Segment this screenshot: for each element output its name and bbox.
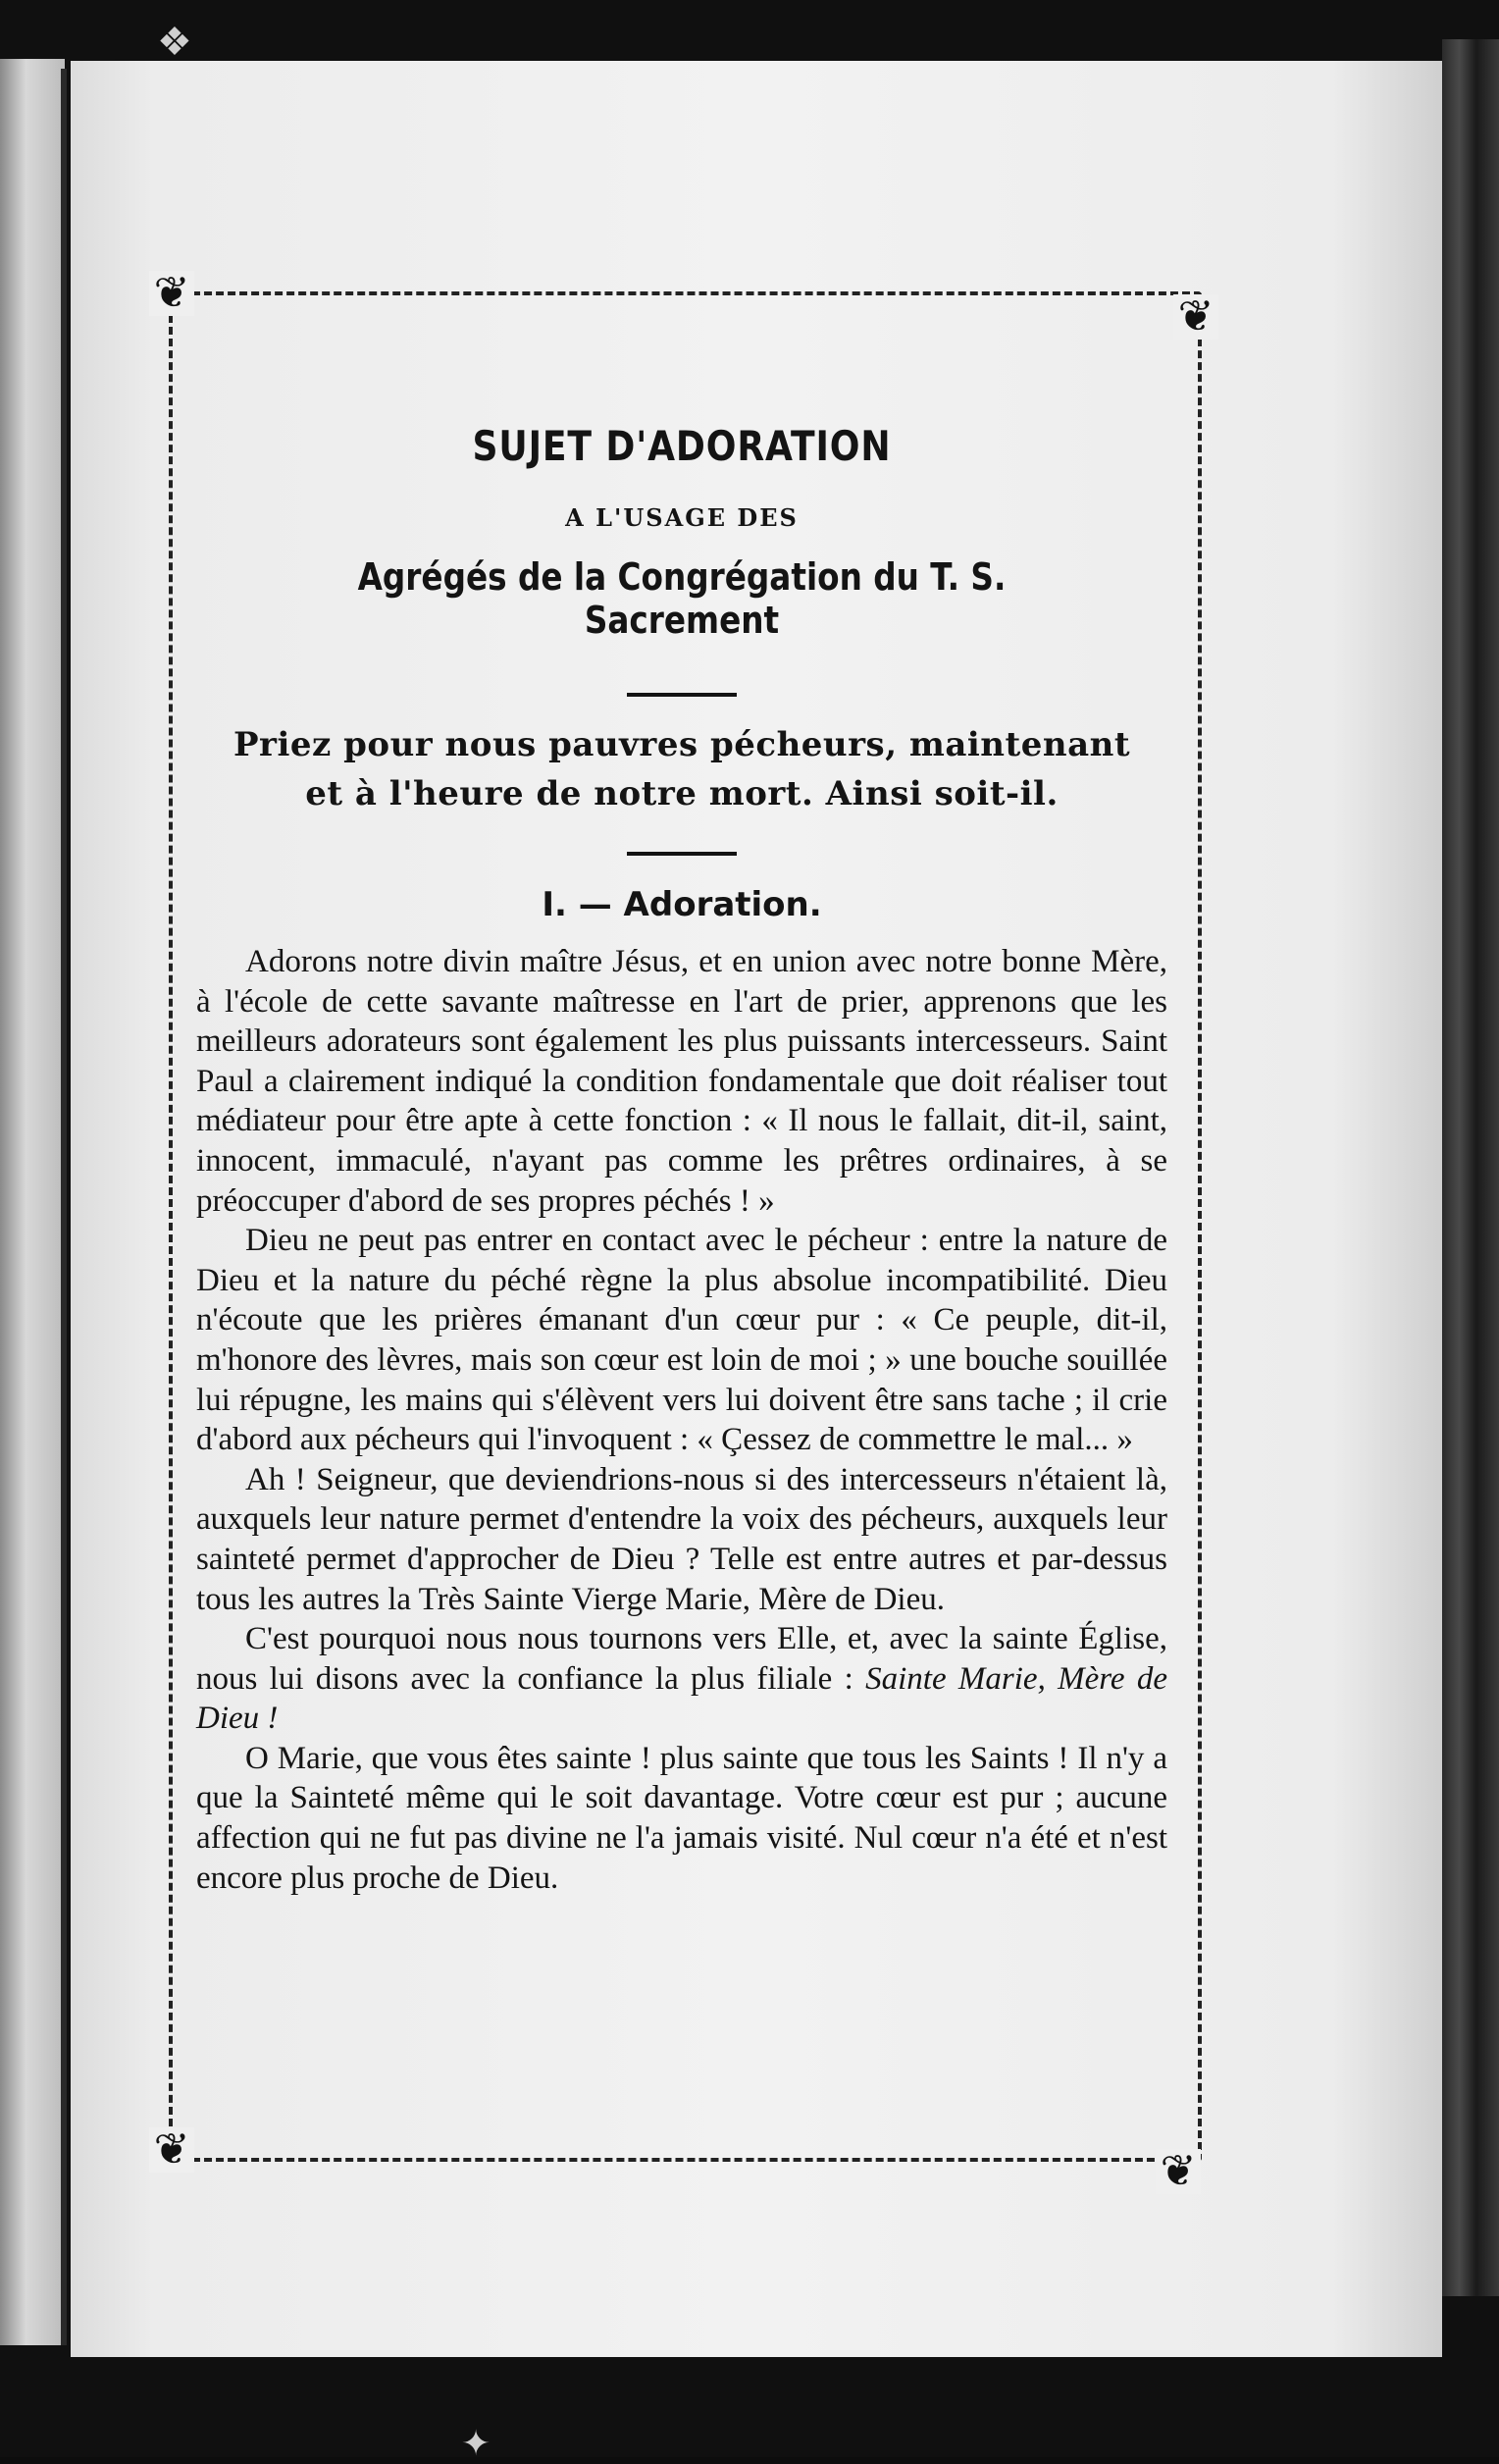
divider — [627, 693, 737, 697]
prayer-line: et à l'heure de notre mort. Ainsi soit-il. — [305, 774, 1059, 813]
paragraph: Adorons notre divin maître Jésus, et en union avec notre bonne Mère, à l'école de cette savante maîtresse en l'art de prier, apprenons que les meilleurs adorateurs sont également les plus puissants intercesseurs. Saint Paul a clairement indiqué la condition fondamentale que doit réaliser tout médiateur pour être apte à cette fonction : « Il nous le fallait, dit-il, saint, innocent, immaculé, n'ayant pas comme les prêtres ordinaires, à se préoccuper d'abord de ses propres péchés ! » — [196, 944, 1167, 1219]
paragraph: Ah ! Seigneur, que deviendrions-nous si des intercesseurs n'étaient là, auxquels leur nature permet d'entendre la voix des pécheurs, auxquels leur sainteté permet d'approcher de Dieu ? Telle est entre autres et par-dessus tous les autres la Très Sainte Vierge Marie, Mère de Dieu. — [196, 1461, 1167, 1617]
prayer-line: Priez pour nous pauvres pécheurs, maintenant — [233, 725, 1131, 764]
document-subtitle: A L'USAGE DES — [565, 503, 799, 532]
paragraph: Dieu ne peut pas entrer en contact avec le pécheur : entre la nature de Dieu et la nature du péché règne la plus absolue incompatibilité. Dieu n'écoute que les prières émanant d'un cœur pur : « Ce peuple, dit-il, m'honore des lèvres, mais son cœur est loin de moi ; » une bouche souillée lui répugne, les mains qui s'élèvent vers lui doivent être sans tache ; il crie d'abord aux pécheurs qui l'invoquent : « Çessez de commettre le mal... » — [196, 1223, 1167, 1458]
prayer-text — [196, 720, 1167, 818]
document-body — [196, 422, 1167, 1898]
corner-ornament-icon: ❦ — [149, 2127, 194, 2173]
paragraph-text: C'est pourquoi nous nous tournons vers Elle, et, avec la sainte Église, nous lui disons avec la confiance la plus filiale : — [196, 1621, 1167, 1697]
gutter-shadow — [61, 69, 67, 2345]
corner-ornament-icon: ❦ — [1173, 294, 1218, 340]
section-heading: I. — Adoration. — [542, 885, 822, 924]
italic-invocation: Sainte Marie, Mère de Dieu ! — [196, 1660, 1167, 1737]
divider — [627, 852, 737, 856]
left-page-edge — [0, 59, 65, 2345]
right-page-edge — [1442, 39, 1499, 2296]
scan-speck-icon: ❖ — [157, 20, 192, 65]
congregation-heading: Agrégés de la Congrégation du T. S. Sacrement — [357, 555, 1007, 642]
document-title: SUJET D'ADORATION — [472, 422, 892, 470]
scan-speck-icon: ✦ — [461, 2424, 491, 2464]
corner-ornament-icon: ❦ — [149, 271, 194, 316]
paragraph: O Marie, que vous êtes sainte ! plus sainte que tous les Saints ! Il n'y a que la Sainteté même qui le soit davantage. Votre cœur est pur ; aucune affection qui ne fut pas divine ne l'a jamais visité. Nul cœur n'a été et n'est encore plus proche de Dieu. — [196, 1740, 1167, 1896]
corner-ornament-icon: ❦ — [1156, 2149, 1201, 2194]
paragraph — [196, 1619, 1167, 1739]
